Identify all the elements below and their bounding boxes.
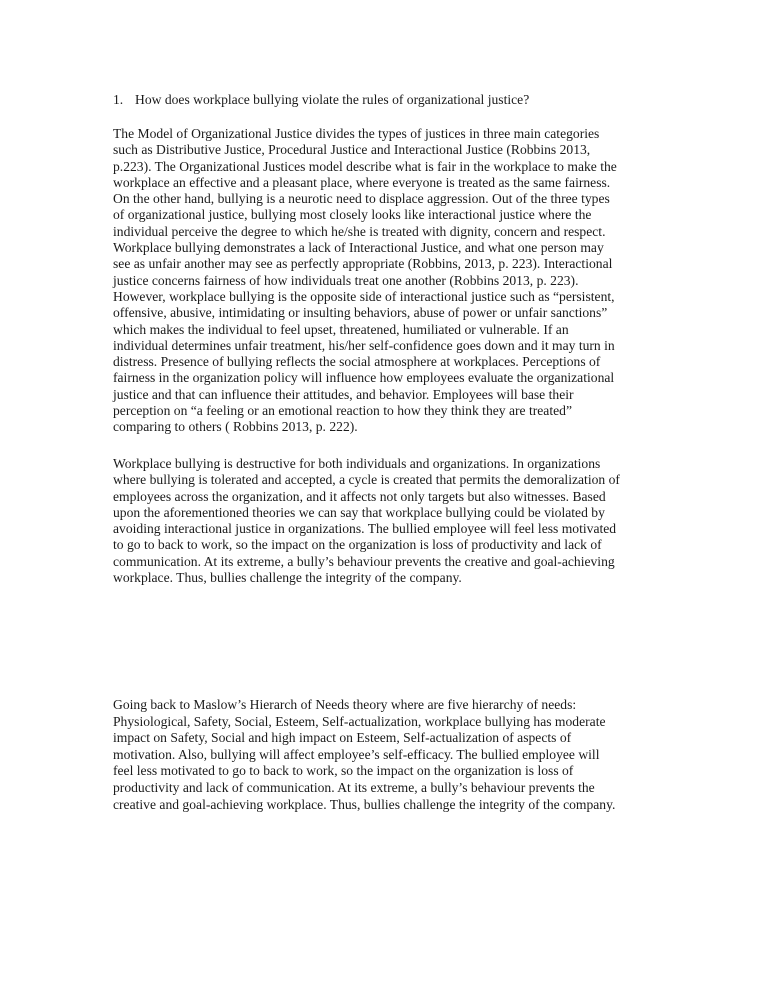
paragraph-bullying-destructive: [113, 456, 678, 586]
text-line: motivation. Also, bullying will affect employee’s self-efficacy. The bullied employee will: [113, 746, 600, 762]
question-number: 1.: [113, 92, 124, 107]
text-line: Physiological, Safety, Social, Esteem, Self-actualization, workplace bullying has moderate: [113, 713, 606, 729]
text-line: employees across the organization, and it affects not only targets but also witnesses. Based: [113, 488, 606, 504]
text-line: Workplace bullying is destructive for both individuals and organizations. In organizations: [113, 456, 601, 471]
text-line: to go to back to work, so the impact on the organization is loss of productivity and lack of: [113, 537, 602, 553]
text-line: The Model of Organizational Justice divides the types of justices in three main categories: [113, 126, 600, 141]
text-line: where bullying is tolerated and accepted, a cycle is created that permits the demoralization of: [113, 472, 620, 488]
text-line: feel less motivated to go to back to work, so the impact on the organization is loss of: [113, 763, 574, 779]
text-line: distress. Presence of bullying reflects the social atmosphere at workplaces. Perceptions of: [113, 354, 601, 370]
text-line: However, workplace bullying is the opposite side of interactional justice such as “persistent,: [113, 288, 615, 304]
text-line: such as Distributive Justice, Procedural Justice and Interactional Justice (Robbins 2013,: [113, 142, 591, 158]
text-line: creative and goal-achieving workplace. Thus, bullies challenge the integrity of the company.: [113, 796, 616, 812]
text-line: productivity and lack of communication. At its extreme, a bully’s behaviour prevents the: [113, 779, 595, 795]
text-line: of organizational justice, bullying most closely looks like interactional justice where the: [113, 207, 592, 223]
text-line: workplace. Thus, bullies challenge the integrity of the company.: [113, 570, 462, 586]
text-line: avoiding interactional justice in organizations. The bullied employee will feel less motivated: [113, 521, 617, 537]
text-line: upon the aforementioned theories we can say that workplace bullying could be violated by: [113, 504, 605, 520]
paragraph-organizational-justice: [113, 126, 678, 436]
text-line: Workplace bullying demonstrates a lack of Interactional Justice, and what one person may: [113, 240, 604, 256]
text-line: perception on “a feeling or an emotional reaction to how they think they are treated”: [113, 403, 572, 419]
paragraph-maslow-hierarchy: [113, 697, 678, 813]
text-line: justice concerns fairness of how individuals treat one another (Robbins 2013, p. 223).: [113, 272, 579, 288]
text-line: comparing to others ( Robbins 2013, p. 222).: [113, 419, 358, 435]
text-line: offensive, abusive, intimidating or insulting behaviors, abuse of power or unfair sanctions”: [113, 305, 608, 321]
text-line: p.223). The Organizational Justices model describe what is fair in the workplace to make the: [113, 158, 617, 174]
text-line: On the other hand, bullying is a neurotic need to displace aggression. Out of the three types: [113, 191, 610, 207]
text-line: Going back to Maslow’s Hierarch of Needs theory where are five hierarchy of needs:: [113, 697, 577, 712]
text-line: see as unfair another may see as perfectly appropriate (Robbins, 2013, p. 223). Interactional: [113, 256, 613, 272]
text-line: justice and that can influence their attitudes, and behavior. Employees will base their: [113, 386, 574, 402]
text-line: communication. At its extreme, a bully’s behaviour prevents the creative and goal-achieving: [113, 553, 615, 569]
text-line: impact on Safety, Social and high impact on Esteem, Self-actualization of aspects of: [113, 730, 572, 746]
text-line: workplace an effective and a pleasant place, where everyone is treated as the same fairness.: [113, 174, 611, 190]
text-line: individual perceive the degree to which he/she is treated with dignity, concern and respect.: [113, 223, 606, 239]
text-line: individual determines unfair treatment, his/her self-confidence goes down and it may turn in: [113, 337, 615, 353]
text-line: which makes the individual to feel upset, threatened, humiliated or vulnerable. If an: [113, 321, 569, 337]
text-line: fairness in the organization policy will influence how employees evaluate the organizational: [113, 370, 615, 386]
question-text: How does workplace bullying violate the rules of organizational justice?: [135, 92, 530, 107]
question-heading: [113, 91, 673, 109]
